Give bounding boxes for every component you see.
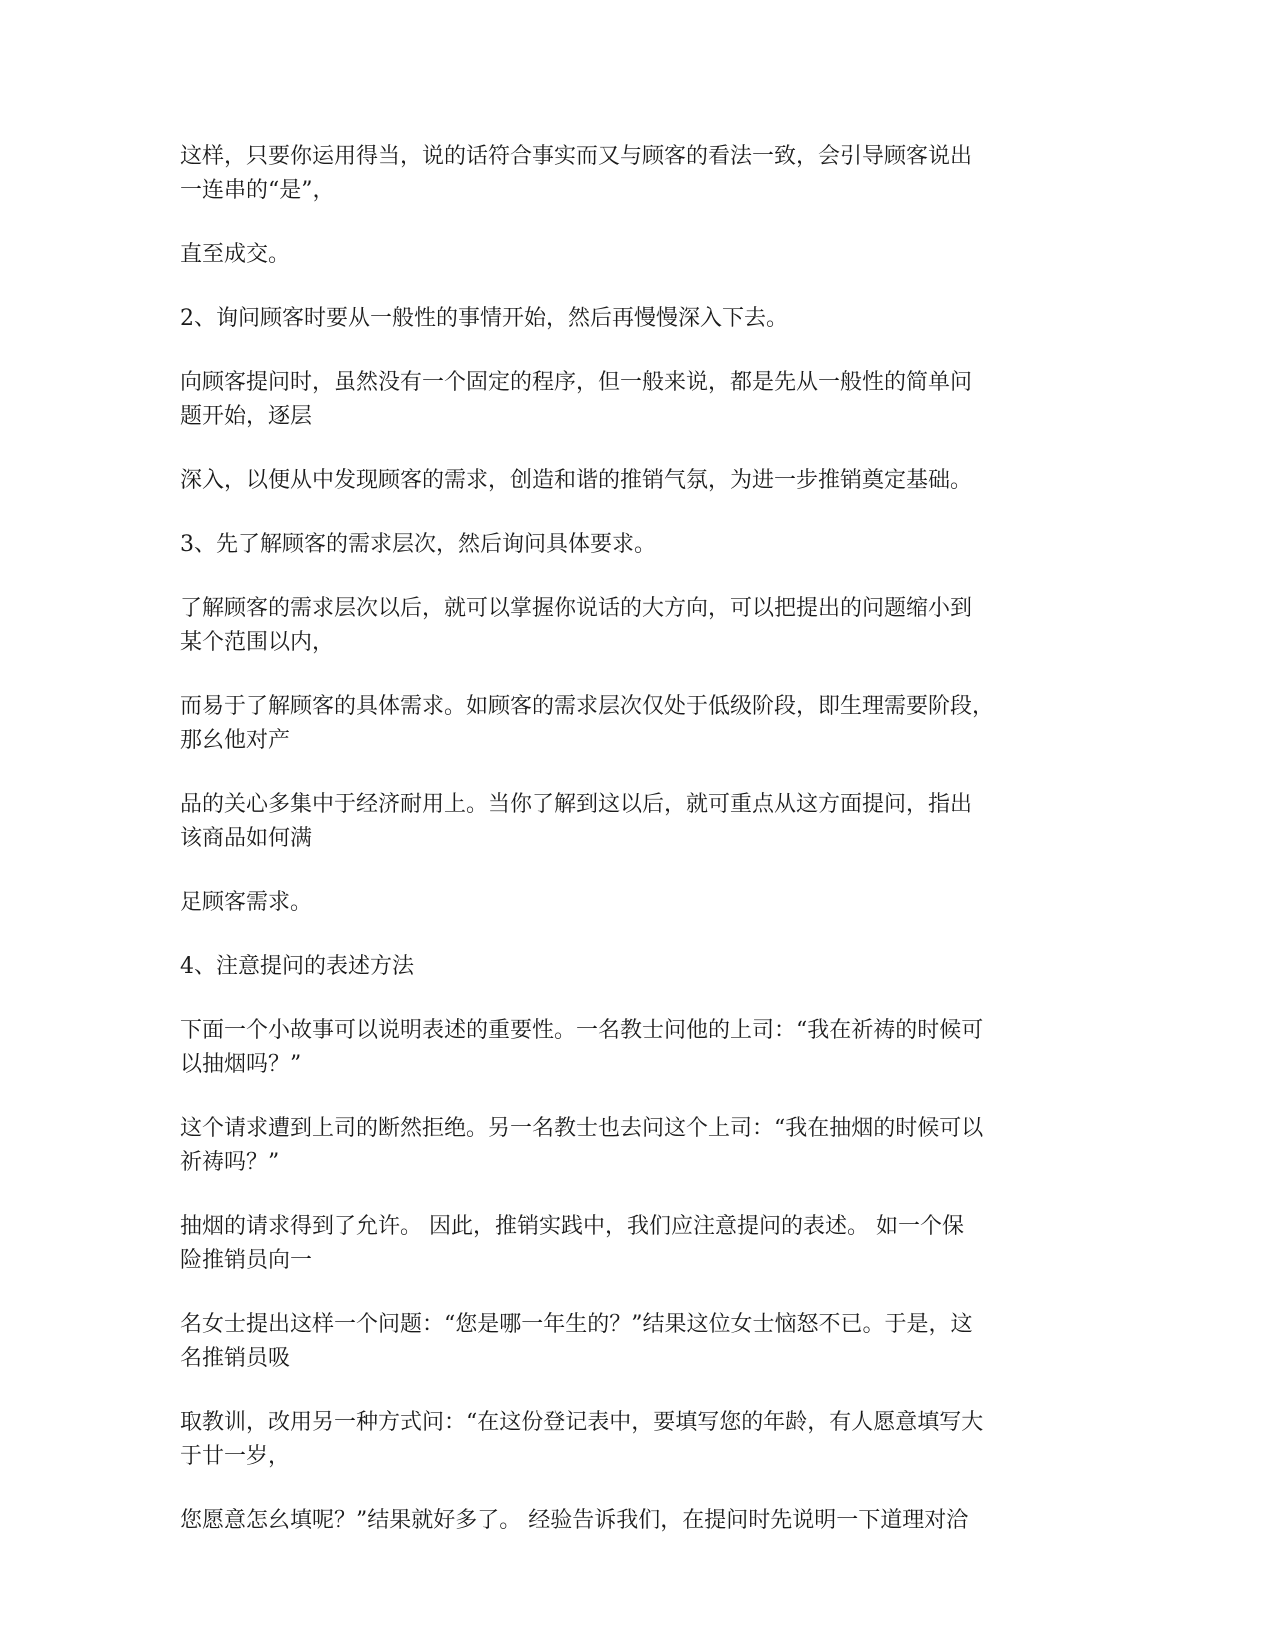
paragraph <box>180 788 1060 856</box>
section-heading <box>180 950 1060 984</box>
text-line: 下面一个小故事可以说明表述的重要性。一名教士问他的上司：“我在祈祷的时候可 <box>180 1018 984 1043</box>
text-line: 名女士提出这样一个问题：“您是哪一年生的？”结果这位女士恼怒不已。于是，这 <box>180 1312 973 1337</box>
text-line: 抽烟的请求得到了允许。 因此，推销实践中，我们应注意提问的表述。 如一个保 <box>180 1214 964 1239</box>
paragraph <box>180 1112 1060 1180</box>
text-line: 了解顾客的需求层次以后，就可以掌握你说话的大方向，可以把提出的问题缩小到 <box>180 596 973 621</box>
section-heading <box>180 528 1060 562</box>
text-line: 直至成交。 <box>180 242 291 267</box>
text-line: 取教训，改用另一种方式问：“在这份登记表中，要填写您的年龄，有人愿意填写大 <box>180 1410 984 1435</box>
text-line: 3、先了解顾客的需求层次，然后询问具体要求。 <box>180 532 656 557</box>
paragraph <box>180 140 1060 208</box>
paragraph <box>180 1406 1060 1474</box>
text-line: 向顾客提问时，虽然没有一个固定的程序，但一般来说，都是先从一般性的简单问 <box>180 370 973 395</box>
text-line: 这个请求遭到上司的断然拒绝。另一名教士也去问这个上司：“我在抽烟的时候可以 <box>180 1116 984 1141</box>
text-line: 一连串的“是”， <box>180 178 335 203</box>
paragraph <box>180 592 1060 660</box>
text-line: 足顾客需求。 <box>180 890 313 915</box>
paragraph <box>180 238 1060 272</box>
paragraph <box>180 366 1060 434</box>
paragraph <box>180 1014 1060 1082</box>
text-line: 祈祷吗？” <box>180 1150 280 1175</box>
paragraph <box>180 1504 1060 1538</box>
text-line: 而易于了解顾客的具体需求。如顾客的需求层次仅处于低级阶段，即生理需要阶段， <box>180 694 995 719</box>
text-line: 以抽烟吗？” <box>180 1052 302 1077</box>
paragraph <box>180 1210 1060 1278</box>
paragraph <box>180 690 1060 758</box>
text-line: 那幺他对产 <box>180 728 291 753</box>
text-line: 这样，只要你运用得当，说的话符合事实而又与顾客的看法一致，会引导顾客说出 <box>180 144 973 169</box>
text-line: 题开始，逐层 <box>180 404 313 429</box>
section-heading <box>180 302 1060 336</box>
paragraph <box>180 464 1060 498</box>
text-line: 险推销员向一 <box>180 1248 313 1273</box>
text-line: 深入，以便从中发现顾客的需求，创造和谐的推销气氛，为进一步推销奠定基础。 <box>180 468 973 493</box>
text-line: 名推销员吸 <box>180 1346 291 1371</box>
text-line: 该商品如何满 <box>180 826 313 851</box>
paragraph <box>180 886 1060 920</box>
text-line: 于廿一岁， <box>180 1444 291 1469</box>
text-line: 您愿意怎幺填呢？”结果就好多了。 经验告诉我们，在提问时先说明一下道理对洽 <box>180 1508 969 1533</box>
paragraph <box>180 1308 1060 1376</box>
document-body <box>180 140 1060 1568</box>
text-line: 品的关心多集中于经济耐用上。当你了解到这以后，就可重点从这方面提问，指出 <box>180 792 973 817</box>
text-line: 2、询问顾客时要从一般性的事情开始，然后再慢慢深入下去。 <box>180 306 788 331</box>
text-line: 4、注意提问的表述方法 <box>180 954 414 979</box>
text-line: 某个范围以内， <box>180 630 335 655</box>
